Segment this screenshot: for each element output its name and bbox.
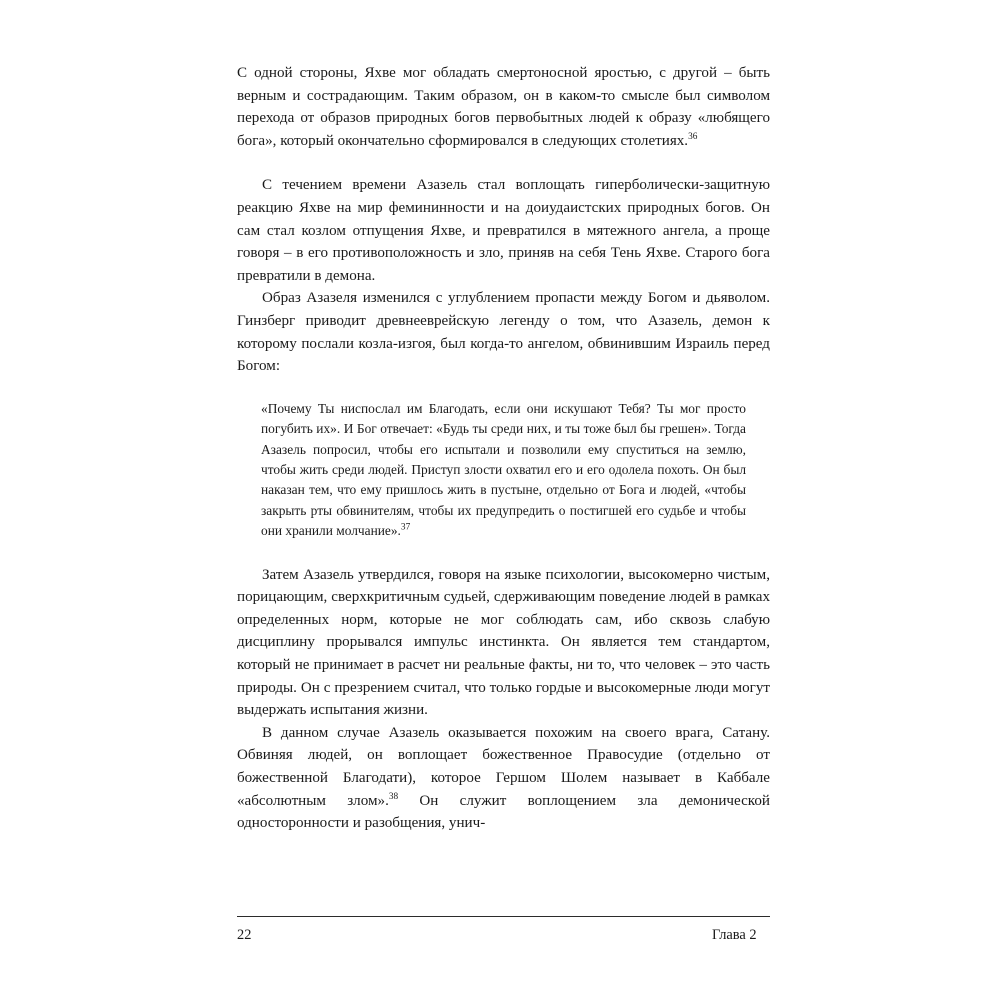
paragraph-5-text-before-footnote: В данном случае Азазель оказывается похожим на своего врага, Сатану. Обвиняя людей, он воплощает божественное Правосудие (отдельно от божественной Благодати), которое Гершом Шолем называет в Каббале «абсолютным злом». [237, 724, 770, 809]
block-quote [237, 399, 746, 542]
text-column [237, 62, 770, 835]
paragraph-5 [237, 722, 770, 835]
paragraph-4 [237, 564, 770, 722]
footnote-marker-38: 38 [388, 791, 399, 802]
page-number: 22 [237, 927, 252, 943]
chapter-label: Глава 2 [712, 927, 757, 943]
paragraph-2-text: С течением времени Азазель стал воплощать гиперболически-защитную реакцию Яхве на мир фемининности и на доиудаистских природных богов. Он сам стал козлом отпущения Яхве, и превратился в мятежного ангела, а проще говоря – в его противоположность и зло, приняв на себя Тень Яхве. Старого бога превратили в демона. [237, 177, 770, 284]
footnote-marker-36: 36 [688, 131, 698, 142]
quote-paragraph [261, 399, 746, 542]
paragraph-1-text: С одной стороны, Яхве мог обладать смертоносной яростью, с другой – быть верным и сострадающим. Таким образом, он в каком-то смысле был символом перехода от образов природных богов первобытных людей к образу «любящего бога», который окончательно сформировался в следующих столетиях. [237, 65, 770, 149]
quote-text: «Почему Ты ниспослал им Благодать, если они искушают Тебя? Ты мог просто погубить их». И Бог отвечает: «Будь ты среди них, и ты тоже был бы грешен». Тогда Азазель попросил, чтобы его испытали и позволили ему спуститься на землю, чтобы жить среди людей. Приступ злости охватил его и его одолела похоть. Он был наказан тем, что ему пришлось жить в пустыне, отдельно от Бога и людей, «чтобы закрыть рты обвинителям, чтобы их предупредить о постигшей его судьбе и чтобы они хранили молчание». [261, 400, 746, 539]
footnote-marker-37: 37 [400, 522, 411, 533]
paragraph-2 [237, 174, 770, 287]
page-footer [237, 925, 770, 945]
footer-divider [237, 916, 770, 917]
paragraph-4-text: Затем Азазель утвердился, говоря на языке психологии, высокомерно чистым, порицающим, сверхкритичным судьей, сдерживающим поведение людей в рамках определенных норм, которые не мог соблюдать сам, ибо сквозь слабую дисциплину прорывался импульс инстинкта. Он является тем стандартом, который не принимает в расчет ни реальные факты, ни то, что человек – это часть природы. Он с презрением считал, что только гордые и высокомерные люди могут выдержать испытания жизни. [237, 566, 770, 719]
paragraph-1 [237, 62, 770, 152]
paragraph-3-text: Образ Азазеля изменился с углублением пропасти между Богом и дьяволом. Гинзберг приводит древнееврейскую легенду о том, что Азазель, демон к которому послали козла-изгоя, был когда-то ангелом, обвинившим Израиль перед Богом: [237, 290, 770, 375]
paragraph-5-text-after-footnote: Он служит воплощением зла демонической односторонности и разобщения, унич- [237, 792, 770, 832]
paragraph-3 [237, 287, 770, 377]
